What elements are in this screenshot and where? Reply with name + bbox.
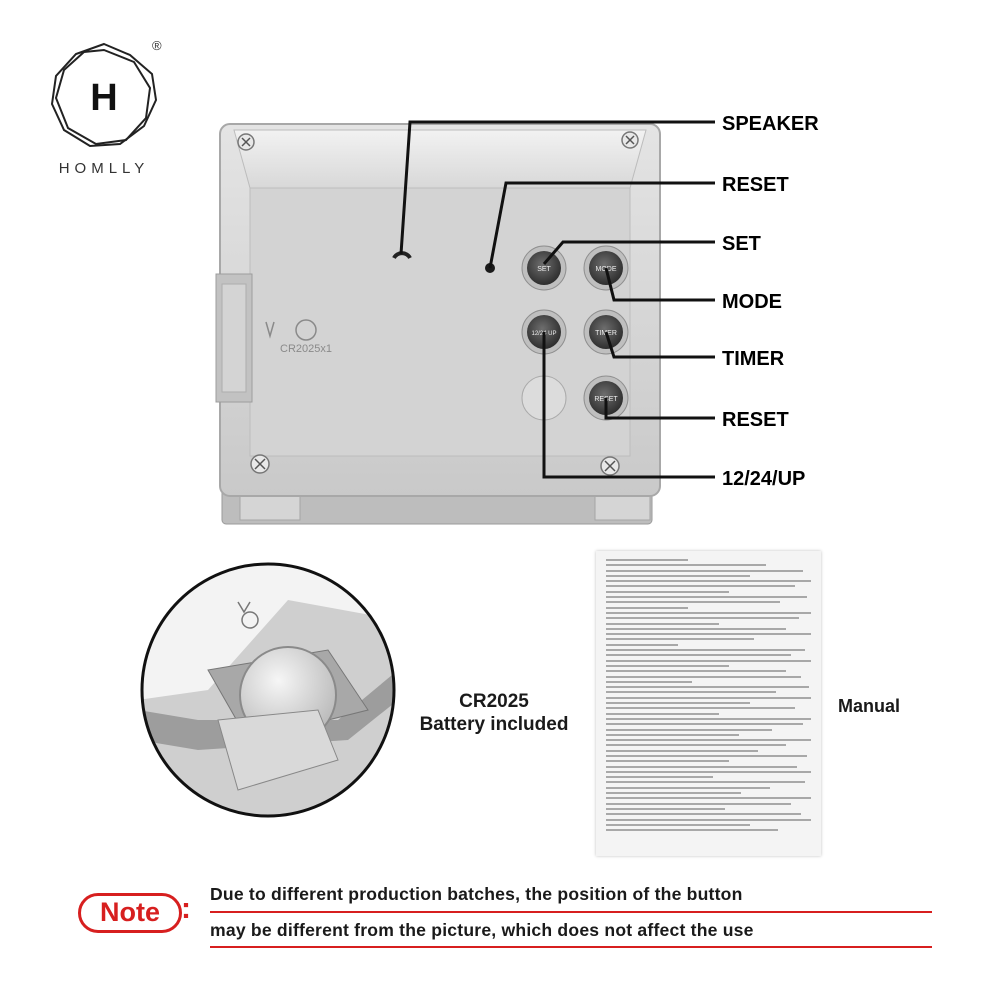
manual-text-line bbox=[606, 797, 811, 799]
registered-mark: ® bbox=[152, 38, 162, 53]
note-colon: : bbox=[181, 892, 191, 925]
manual-text-line bbox=[606, 670, 786, 672]
callout-reset-pinhole: RESET bbox=[722, 174, 789, 196]
manual-text-line bbox=[606, 617, 799, 619]
manual-text-line bbox=[606, 707, 795, 709]
battery-included-text: Battery included bbox=[419, 714, 569, 735]
callout-reset-button: RESET bbox=[722, 409, 789, 431]
manual-text-line bbox=[606, 564, 766, 566]
manual-text-line bbox=[606, 638, 754, 640]
manual-text-line bbox=[606, 601, 780, 603]
manual-text-line bbox=[606, 808, 725, 810]
note-text-line-1: Due to different production batches, the position of the button bbox=[210, 884, 743, 904]
manual-text-line bbox=[606, 691, 776, 693]
manual-text-line bbox=[606, 596, 807, 598]
manual-text-line bbox=[606, 570, 803, 572]
manual-label: Manual bbox=[838, 696, 901, 716]
manual-text-line bbox=[606, 585, 795, 587]
note-underline-2 bbox=[210, 946, 932, 948]
manual-text-line bbox=[606, 607, 688, 609]
mode-button[interactable] bbox=[584, 246, 628, 290]
svg-text:12/24 UP: 12/24 UP bbox=[531, 331, 557, 337]
manual-text-line bbox=[606, 781, 805, 783]
note-underline-1 bbox=[210, 911, 932, 913]
manual-text-line bbox=[606, 734, 739, 736]
manual-text-line bbox=[606, 575, 750, 577]
manual-text-line bbox=[606, 776, 713, 778]
manual-text-line bbox=[606, 580, 811, 582]
manual-text-line bbox=[606, 633, 811, 635]
manual-text-line bbox=[606, 750, 758, 752]
manual-text-line bbox=[606, 559, 688, 561]
manual-text-line bbox=[606, 676, 801, 678]
svg-text:MODE: MODE bbox=[595, 266, 617, 273]
manual-text-line bbox=[606, 819, 811, 821]
manual-text-line bbox=[606, 591, 729, 593]
manual-text-line bbox=[606, 702, 750, 704]
note-text-line-2: may be different from the picture, which does not affect the use bbox=[210, 920, 754, 940]
manual-text-line bbox=[606, 766, 797, 768]
manual-text-line bbox=[606, 829, 778, 831]
manual-text-line bbox=[606, 623, 719, 625]
manual-text-line bbox=[606, 681, 692, 683]
manual-text-line bbox=[606, 718, 811, 720]
set-button[interactable] bbox=[522, 246, 566, 290]
logo-letter: H bbox=[90, 77, 118, 119]
reset-button[interactable] bbox=[584, 376, 628, 420]
manual-text-line bbox=[606, 787, 770, 789]
timer-button[interactable] bbox=[584, 310, 628, 354]
svg-text:RESET: RESET bbox=[594, 396, 618, 403]
brand-name: HOMLLY bbox=[58, 160, 150, 177]
manual-text-line bbox=[606, 686, 809, 688]
svg-text:TIMER: TIMER bbox=[595, 330, 617, 337]
manual-text-line bbox=[606, 697, 811, 699]
callout-set: SET bbox=[722, 233, 761, 255]
manual-text-line bbox=[606, 654, 791, 656]
manual-text-line bbox=[606, 644, 678, 646]
manual-text-line bbox=[606, 612, 811, 614]
manual-text-line bbox=[606, 729, 772, 731]
callout-timer: TIMER bbox=[722, 348, 785, 370]
callout-12-24-up: 12/24/UP bbox=[722, 468, 806, 490]
manual-page-image bbox=[596, 551, 821, 856]
manual-text-line bbox=[606, 649, 805, 651]
manual-text-line bbox=[606, 760, 729, 762]
manual-text-line bbox=[606, 739, 811, 741]
manual-text-line bbox=[606, 713, 719, 715]
manual-text-line bbox=[606, 744, 786, 746]
homlly-logo-icon bbox=[48, 40, 160, 152]
battery-model: CR2025 bbox=[459, 691, 529, 712]
svg-text:SET: SET bbox=[537, 266, 551, 273]
manual-text-line bbox=[606, 813, 801, 815]
manual-text-line bbox=[606, 771, 811, 773]
battery-compartment-inset bbox=[138, 560, 398, 820]
manual-text-line bbox=[606, 803, 791, 805]
battery-label bbox=[404, 690, 584, 736]
manual-text-line bbox=[606, 824, 750, 826]
battery-slot-text: CR2025x1 bbox=[280, 343, 332, 355]
12-24-up-button[interactable] bbox=[522, 310, 566, 354]
manual-text-line bbox=[606, 755, 807, 757]
callout-mode: MODE bbox=[722, 291, 782, 313]
manual-text-line bbox=[606, 628, 786, 630]
manual-text-lines bbox=[606, 559, 811, 834]
manual-text-line bbox=[606, 665, 729, 667]
clock-back-panel bbox=[210, 118, 680, 530]
manual-text-line bbox=[606, 723, 803, 725]
note-badge: Note bbox=[78, 893, 182, 933]
manual-text-line bbox=[606, 660, 811, 662]
reset-pinhole bbox=[485, 263, 495, 273]
manual-text-line bbox=[606, 792, 741, 794]
callout-speaker: SPEAKER bbox=[722, 113, 819, 135]
